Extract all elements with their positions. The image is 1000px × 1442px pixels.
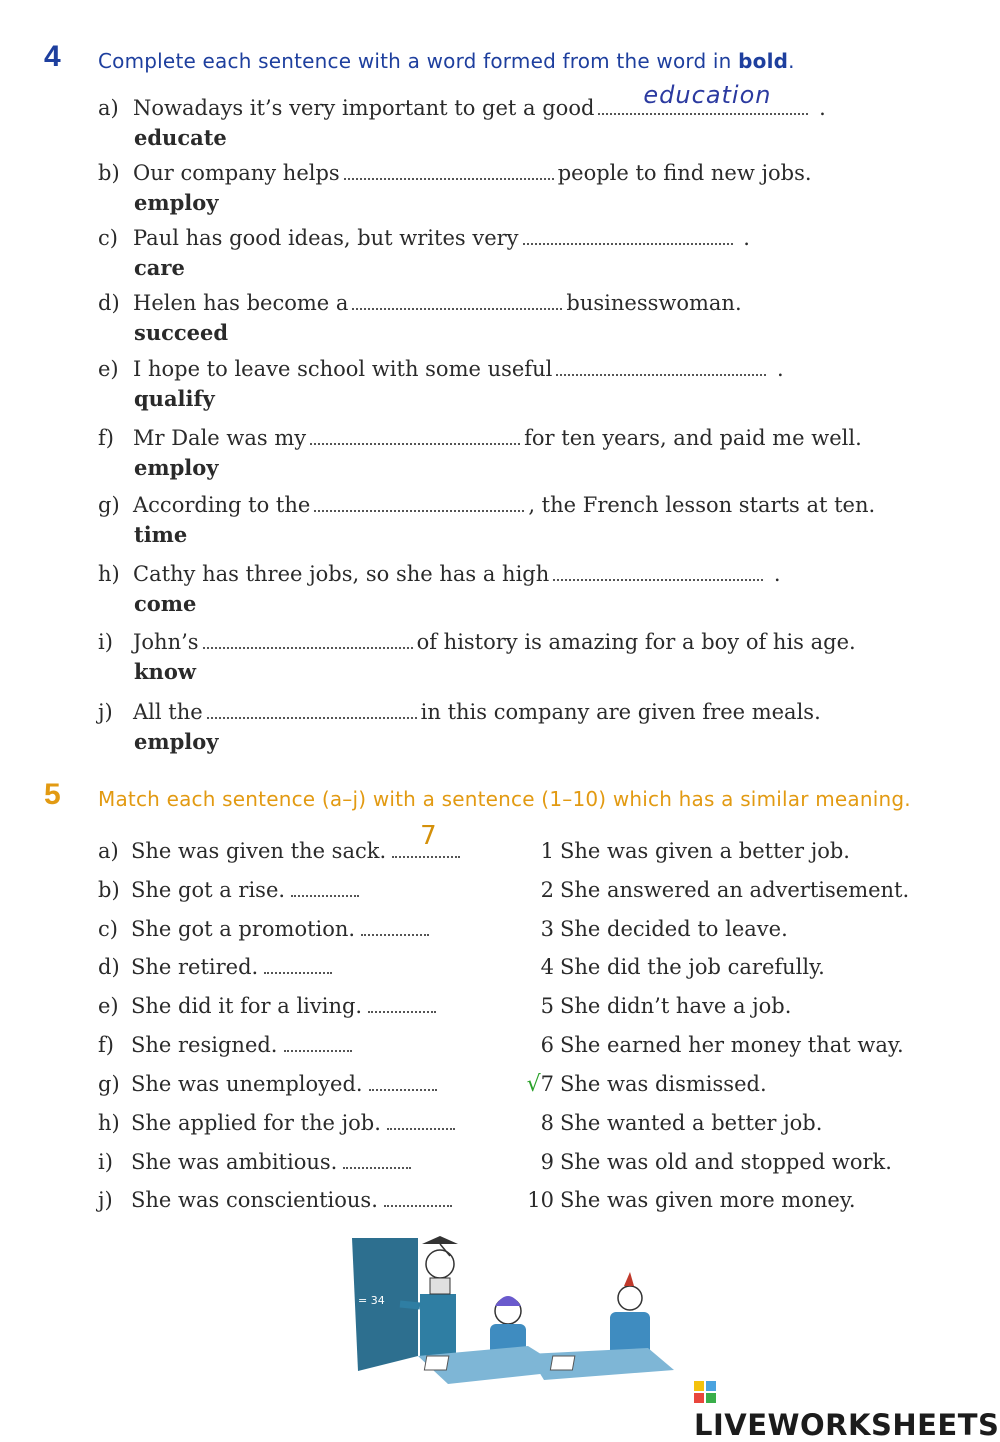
ex4-item: d) Helen has become a businesswoman. succeed <box>98 291 742 345</box>
base-word: qualify <box>134 386 215 411</box>
ex5-right-item: 6 She earned her money that way. <box>540 1033 904 1057</box>
exercise-4-instruction: Complete each sentence with a word formed from the word in bold. <box>98 49 795 73</box>
answer-blank[interactable] <box>369 1071 437 1091</box>
answer-blank[interactable] <box>392 821 460 858</box>
ex5-left-item: f) She resigned. <box>98 1031 356 1059</box>
answer-blank[interactable] <box>291 877 359 897</box>
ex4-item: h) Cathy has three jobs, so she has a high . come <box>98 562 781 616</box>
answer-blank[interactable] <box>553 561 763 581</box>
ex5-right-item: 8 She wanted a better job. <box>540 1111 823 1135</box>
teacher-body <box>420 1294 456 1356</box>
student-head <box>618 1286 642 1310</box>
answer-blank[interactable] <box>352 290 562 310</box>
answer-blank[interactable] <box>264 954 332 974</box>
handwritten-answer: education <box>643 81 772 109</box>
logo-text: LIVEWORKSHEETS <box>694 1408 1000 1442</box>
teacher-head <box>426 1250 454 1278</box>
ex5-left-item: e) She did it for a living. <box>98 992 440 1020</box>
ex4-item: j) All the in this company are given free meals. employ <box>98 700 821 754</box>
ex4-item: e) I hope to leave school with some useful . qualify <box>98 357 784 411</box>
base-word: care <box>134 255 185 280</box>
answer-blank[interactable] <box>207 699 417 719</box>
exercise-4-number: 4 <box>44 40 61 73</box>
desk <box>528 1348 674 1380</box>
ex5-right-item: 9 She was old and stopped work. <box>540 1150 892 1174</box>
answer-blank[interactable] <box>361 916 429 936</box>
answer-blank[interactable] <box>384 1187 452 1207</box>
ex5-right-item: 3 She decided to leave. <box>540 917 788 941</box>
ex4-item: b) Our company helps people to find new jobs. employ <box>98 161 812 215</box>
ex5-left-item: g) She was unemployed. <box>98 1070 441 1098</box>
base-word: employ <box>134 455 219 480</box>
board-text: = 34 <box>358 1294 385 1307</box>
ex5-right-item: 2 She answered an advertisement. <box>540 878 910 902</box>
answer-blank[interactable] <box>387 1110 455 1130</box>
base-word: know <box>134 659 196 684</box>
ex5-left-item: h) She applied for the job. <box>98 1109 459 1137</box>
ex5-right-item: 4 She did the job carefully. <box>540 955 825 979</box>
answer-blank[interactable] <box>310 425 520 445</box>
ex5-left-item: c) She got a promotion. <box>98 915 433 943</box>
ex5-right-item: √7 She was dismissed. <box>526 1072 767 1097</box>
exercise-5-number: 5 <box>44 778 61 811</box>
ex5-left-item: j) She was conscientious. <box>98 1186 456 1214</box>
ex4-item: g) According to the , the French lesson starts at ten. time <box>98 493 876 547</box>
ex4-item: i) John’s of history is amazing for a boy of his age. know <box>98 630 856 684</box>
base-word: educate <box>134 125 227 150</box>
base-word: time <box>134 522 188 547</box>
ex4-item: a) Nowadays it’s very important to get a good education . educate <box>98 81 826 150</box>
answer-blank[interactable] <box>523 225 733 245</box>
base-word: succeed <box>134 320 229 345</box>
base-word: come <box>134 591 197 616</box>
answer-blank[interactable] <box>368 993 436 1013</box>
ex5-left-item: b) She got a rise. <box>98 876 363 904</box>
base-word: employ <box>134 729 219 754</box>
answer-blank[interactable] <box>314 492 524 512</box>
answer-blank[interactable] <box>598 81 808 115</box>
ex5-left-item: a) She was given the sack. 7 <box>98 837 464 865</box>
handwritten-answer: 7 <box>420 821 438 851</box>
answer-blank[interactable] <box>344 160 554 180</box>
exercise-5-instruction: Match each sentence (a–j) with a sentence (1–10) which has a similar meaning. <box>98 787 911 811</box>
ex4-item: c) Paul has good ideas, but writes very . care <box>98 226 750 280</box>
ex5-right-item: 10 She was given more money. <box>527 1188 856 1212</box>
answer-blank[interactable] <box>343 1149 411 1169</box>
classroom-illustration <box>348 1236 678 1386</box>
ex5-right-item: 5 She didn’t have a job. <box>540 994 792 1018</box>
answer-blank[interactable] <box>284 1032 352 1052</box>
ex5-left-item: d) She retired. <box>98 953 336 981</box>
answer-blank[interactable] <box>556 356 766 376</box>
base-word: employ <box>134 190 219 215</box>
liveworksheets-logo[interactable] <box>694 1374 1000 1442</box>
logo-icon <box>694 1376 716 1398</box>
check-mark-icon: √ <box>526 1072 541 1097</box>
answer-blank[interactable] <box>203 629 413 649</box>
ex5-left-item: i) She was ambitious. <box>98 1148 415 1176</box>
ex5-right-item: 1 She was given a better job. <box>540 839 850 863</box>
ex4-item: f) Mr Dale was my for ten years, and paid me well. employ <box>98 426 862 480</box>
